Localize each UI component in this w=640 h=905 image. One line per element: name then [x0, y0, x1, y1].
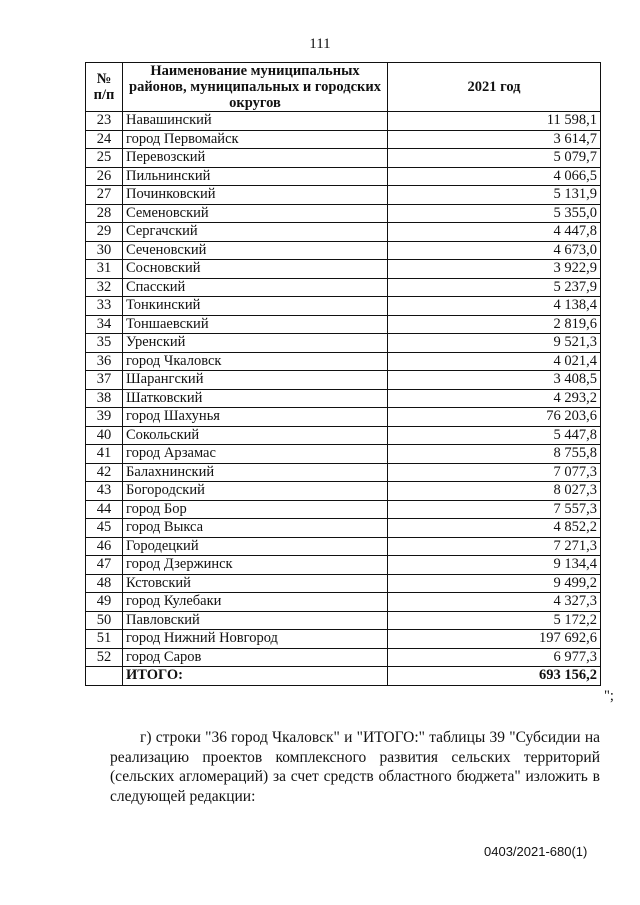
row-name: Сокольский: [123, 426, 388, 445]
header-number: № п/п: [86, 63, 123, 112]
row-name: Шарангский: [123, 371, 388, 390]
row-value: 9 521,3: [388, 334, 601, 353]
row-number: 23: [86, 112, 123, 131]
table-row: [86, 463, 601, 482]
row-number: 30: [86, 241, 123, 260]
row-name: Балахнинский: [123, 463, 388, 482]
table-row: [86, 519, 601, 538]
table-row: [86, 556, 601, 575]
table-body: [86, 112, 601, 667]
row-name: Пильнинский: [123, 167, 388, 186]
total-row: [86, 667, 601, 686]
row-number: 51: [86, 630, 123, 649]
row-value: 4 327,3: [388, 593, 601, 612]
row-name: Шатковский: [123, 389, 388, 408]
row-name: город Нижний Новгород: [123, 630, 388, 649]
table-row: [86, 408, 601, 427]
row-name: Сергачский: [123, 223, 388, 242]
row-value: 7 557,3: [388, 500, 601, 519]
row-number: 27: [86, 186, 123, 205]
row-name: город Выкса: [123, 519, 388, 538]
row-name: Городецкий: [123, 537, 388, 556]
row-name: Спасский: [123, 278, 388, 297]
row-name: Починковский: [123, 186, 388, 205]
table-row: [86, 315, 601, 334]
row-name: Богородский: [123, 482, 388, 501]
row-number: 32: [86, 278, 123, 297]
row-name: город Бор: [123, 500, 388, 519]
row-name: город Первомайск: [123, 130, 388, 149]
row-number: 50: [86, 611, 123, 630]
table-row: [86, 389, 601, 408]
table-header-row: [86, 63, 601, 112]
amendment-paragraph: г) строки "36 город Чкаловск" и "ИТОГО:" таблицы 39 "Субсидии на реализацию проектов комплексного развития сельских территорий (сельских агломераций) за счет средств областного бюджета" изложить в следующей редакции:: [110, 729, 600, 805]
row-number: 25: [86, 149, 123, 168]
header-name: Наименование муниципальных районов, муниципальных и городских округов: [123, 63, 388, 112]
row-number: 24: [86, 130, 123, 149]
row-name: город Чкаловск: [123, 352, 388, 371]
row-name: Навашинский: [123, 112, 388, 131]
row-number: 42: [86, 463, 123, 482]
row-number: 48: [86, 574, 123, 593]
row-name: город Кулебаки: [123, 593, 388, 612]
row-value: 197 692,6: [388, 630, 601, 649]
table-row: [86, 260, 601, 279]
row-name: Семеновский: [123, 204, 388, 223]
table-row: [86, 186, 601, 205]
table-row: [86, 204, 601, 223]
row-number: 40: [86, 426, 123, 445]
row-value: 5 447,8: [388, 426, 601, 445]
row-number: 33: [86, 297, 123, 316]
row-value: 6 977,3: [388, 648, 601, 667]
table-row: [86, 537, 601, 556]
table-row: [86, 297, 601, 316]
row-name: Уренский: [123, 334, 388, 353]
page-number: 111: [309, 36, 331, 52]
row-value: 5 131,9: [388, 186, 601, 205]
total-number-cell: [86, 667, 123, 686]
row-number: 39: [86, 408, 123, 427]
row-number: 29: [86, 223, 123, 242]
table-row: [86, 241, 601, 260]
table-row: [86, 112, 601, 131]
row-value: 5 172,2: [388, 611, 601, 630]
row-number: 43: [86, 482, 123, 501]
row-name: город Саров: [123, 648, 388, 667]
row-value: 11 598,1: [388, 112, 601, 131]
row-number: 35: [86, 334, 123, 353]
row-number: 52: [86, 648, 123, 667]
row-name: город Дзержинск: [123, 556, 388, 575]
row-name: Перевозский: [123, 149, 388, 168]
row-name: город Арзамас: [123, 445, 388, 464]
row-number: 36: [86, 352, 123, 371]
row-number: 41: [86, 445, 123, 464]
row-number: 37: [86, 371, 123, 390]
row-value: 7 077,3: [388, 463, 601, 482]
row-number: 26: [86, 167, 123, 186]
row-name: Сеченовский: [123, 241, 388, 260]
table-row: [86, 426, 601, 445]
table-row: [86, 167, 601, 186]
row-value: 4 293,2: [388, 389, 601, 408]
table-row: [86, 334, 601, 353]
total-value: 693 156,2: [388, 667, 601, 686]
row-name: Тонкинский: [123, 297, 388, 316]
row-number: 38: [86, 389, 123, 408]
row-name: Кстовский: [123, 574, 388, 593]
row-name: Тоншаевский: [123, 315, 388, 334]
closing-quote: ";: [604, 688, 614, 704]
row-value: 2 819,6: [388, 315, 601, 334]
table-row: [86, 482, 601, 501]
row-number: 47: [86, 556, 123, 575]
table-row: [86, 278, 601, 297]
table-row: [86, 130, 601, 149]
table-row: [86, 648, 601, 667]
total-label: ИТОГО:: [123, 667, 388, 686]
table-row: [86, 223, 601, 242]
row-value: 3 922,9: [388, 260, 601, 279]
row-value: 4 447,8: [388, 223, 601, 242]
row-value: 3 408,5: [388, 371, 601, 390]
row-number: 44: [86, 500, 123, 519]
row-number: 45: [86, 519, 123, 538]
table-row: [86, 445, 601, 464]
table-row: [86, 593, 601, 612]
row-value: 9 499,2: [388, 574, 601, 593]
table-row: [86, 500, 601, 519]
table-row: [86, 630, 601, 649]
row-value: 7 271,3: [388, 537, 601, 556]
row-value: 76 203,6: [388, 408, 601, 427]
row-value: 4 021,4: [388, 352, 601, 371]
table-row: [86, 149, 601, 168]
row-value: 9 134,4: [388, 556, 601, 575]
row-name: Павловский: [123, 611, 388, 630]
row-value: 8 027,3: [388, 482, 601, 501]
table-row: [86, 611, 601, 630]
header-year: 2021 год: [388, 63, 601, 112]
subsidies-table: [85, 62, 601, 686]
document-code: 0403/2021-680(1): [484, 844, 588, 859]
table-row: [86, 574, 601, 593]
row-value: 5 079,7: [388, 149, 601, 168]
row-number: 34: [86, 315, 123, 334]
row-value: 4 852,2: [388, 519, 601, 538]
row-value: 5 355,0: [388, 204, 601, 223]
row-name: Сосновский: [123, 260, 388, 279]
row-value: 5 237,9: [388, 278, 601, 297]
table-row: [86, 371, 601, 390]
row-value: 8 755,8: [388, 445, 601, 464]
row-value: 4 066,5: [388, 167, 601, 186]
table-row: [86, 352, 601, 371]
row-value: 4 673,0: [388, 241, 601, 260]
row-name: город Шахунья: [123, 408, 388, 427]
row-number: 28: [86, 204, 123, 223]
row-number: 49: [86, 593, 123, 612]
row-value: 4 138,4: [388, 297, 601, 316]
row-number: 31: [86, 260, 123, 279]
row-value: 3 614,7: [388, 130, 601, 149]
row-number: 46: [86, 537, 123, 556]
